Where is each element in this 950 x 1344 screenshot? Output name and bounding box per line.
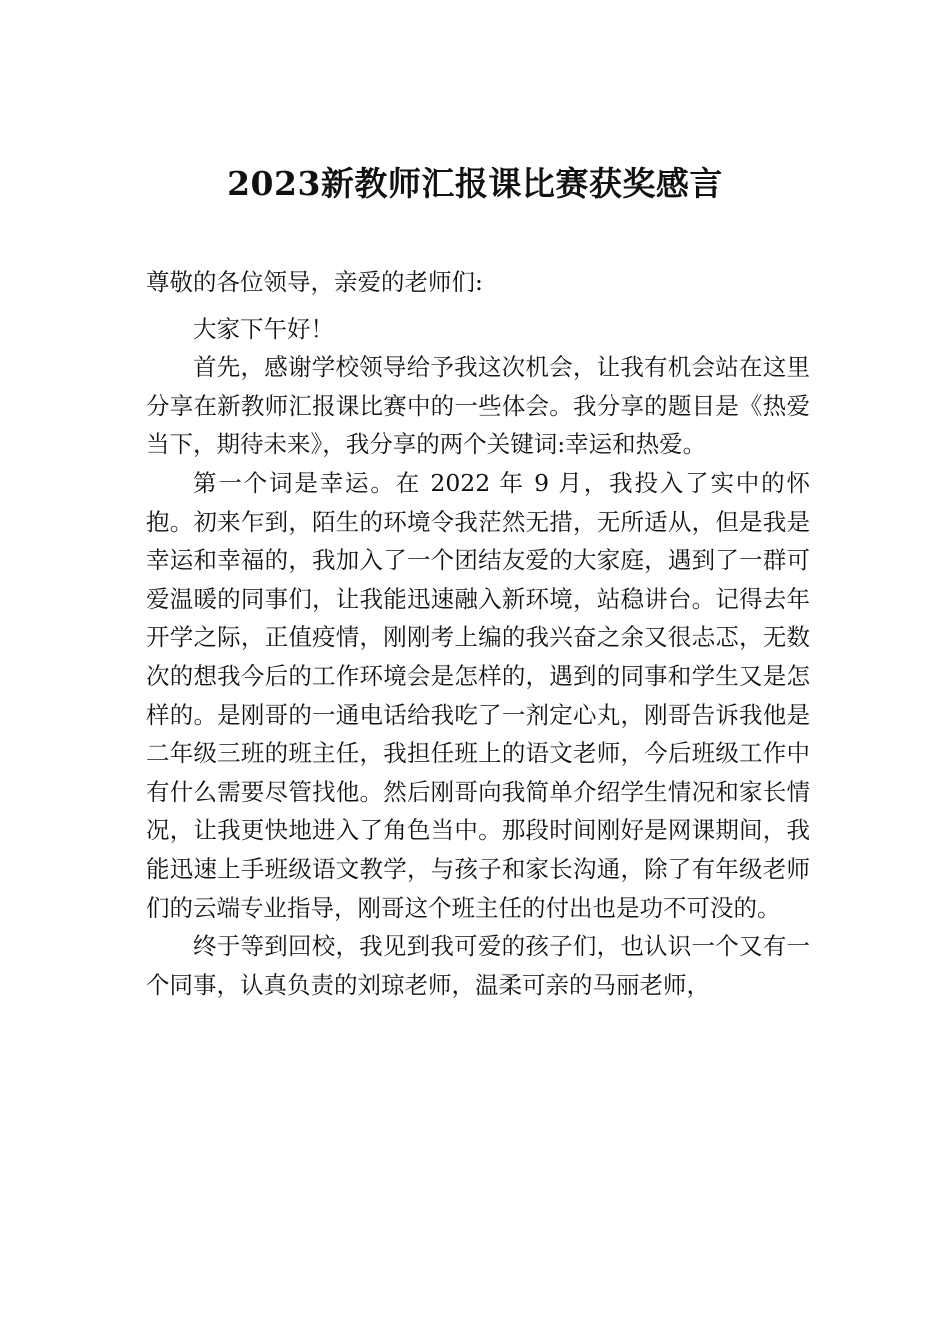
paragraph-1: 首先，感谢学校领导给予我这次机会，让我有机会站在这里分享在新教师汇报课比赛中的一些体会。我分享的题目是《热爱当下，期待未来》，我分享的两个关键词:幸运和热爱。 bbox=[146, 353, 810, 459]
paragraph-3: 终于等到回校，我见到我可爱的孩子们，也认识一个又有一个同事，认真负责的刘琼老师，温柔可亲的马丽老师， bbox=[146, 932, 810, 999]
document-title: 2023新教师汇报课比赛获奖感言 bbox=[227, 164, 723, 203]
paragraph-2: 第一个词是幸运。在 2022 年 9 月，我投入了实中的怀抱。初来乍到，陌生的环境令我茫然无措，无所适从，但是我是幸运和幸福的，我加入了一个团结友爱的大家庭，遇到了一群可爱温暖的同事们，让我能迅速融入新环境，站稳讲台。记得去年开学之际，正值疫情，刚刚考上编的我兴奋之余又很忐忑，无数次的想我今后的工作环境会是怎样的，遇到的同事和学生又是怎样的。是刚哥的一通电话给我吃了一剂定心丸，刚哥告诉我他是二年级三班的班主任，我担任班上的语文老师，今后班级工作中有什么需要尽管找他。然后刚哥向我简单介绍学生情况和家长情况，让我更快地进入了角色当中。那段时间刚好是网课期间，我能迅速上手班级语文教学，与孩子和家长沟通，除了有年级老师们的云端专业指导，刚哥这个班主任的付出也是功不可没的。 bbox=[146, 468, 810, 922]
document-body bbox=[146, 263, 810, 1004]
greeting: 大家下午好！ bbox=[193, 314, 334, 343]
salutation: 尊敬的各位领导，亲爱的老师们: bbox=[146, 268, 483, 296]
